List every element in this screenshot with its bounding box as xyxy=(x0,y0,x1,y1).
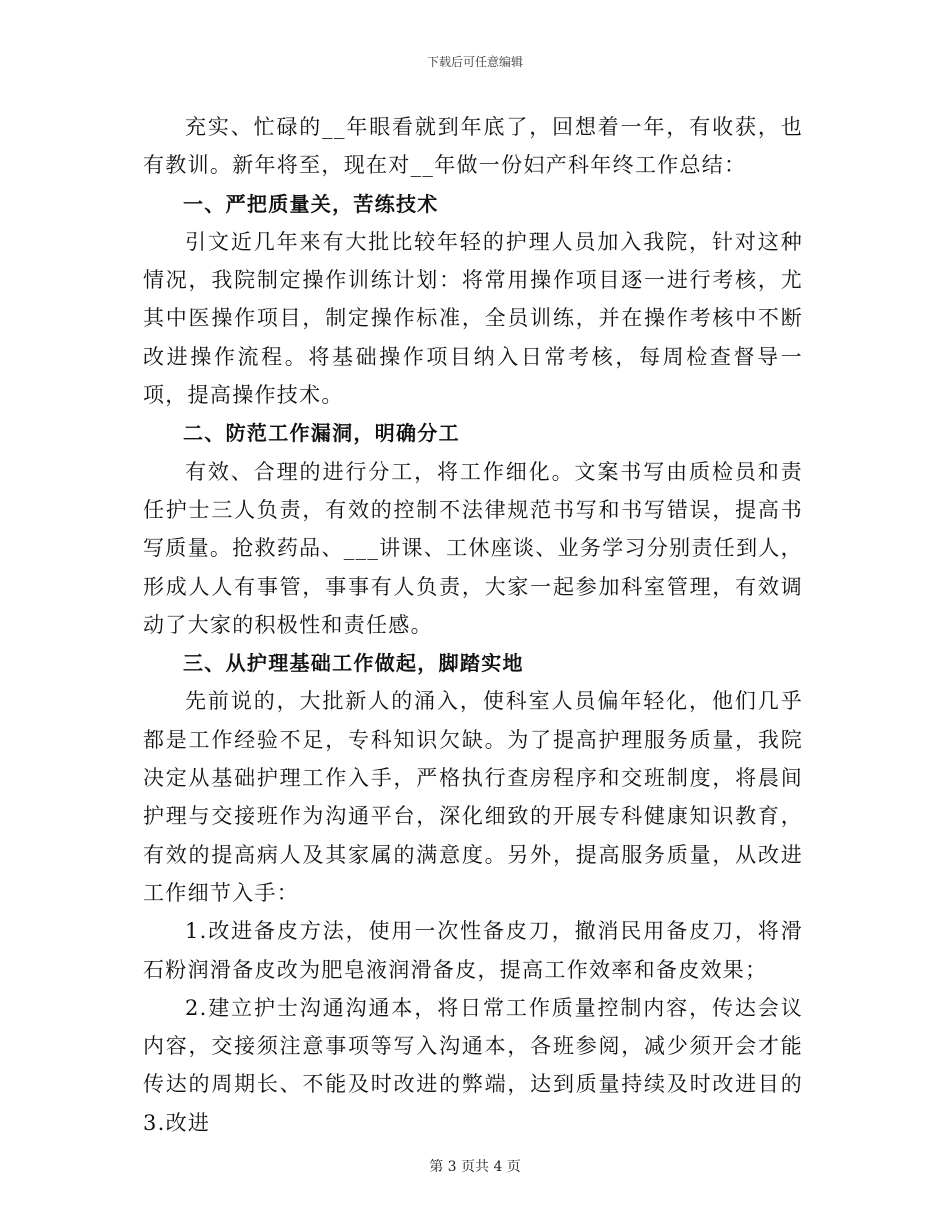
section-2-paragraph: 有效、合理的进行分工，将工作细化。文案书写由质检员和责任护士三人负责，有效的控制不法律规范书写和书写错误，提高书写质量。抢救药品、___讲课、工休座谈、业务学习分别责任到人，形成人人有事管，事事有人负责，大家一起参加科室管理，有效调动了大家的积极性和责任感。 xyxy=(143,459,803,637)
section-1-heading: 一、严把质量关，苦练技术 xyxy=(183,191,439,216)
section-3-heading: 三、从护理基础工作做起，脚踏实地 xyxy=(183,651,524,676)
list-item-1: 1.改进备皮方法，使用一次性备皮刀，撤消民用备皮刀，将滑石粉润滑备皮改为肥皂液润滑备皮，提高工作效率和备皮效果； xyxy=(143,919,803,982)
section-1-paragraph: 引文近几年来有大批比较年轻的护理人员加入我院，针对这种情况，我院制定操作训练计划：将常用操作项目逐一进行考核，尤其中医操作项目，制定操作标准，全员训练，并在操作考核中不断改进操作流程。将基础操作项目纳入日常考核，每周检查督导一项，提高操作技术。 xyxy=(143,229,803,408)
section-2-heading: 二、防范工作漏洞，明确分工 xyxy=(183,421,460,446)
list-item-2: 2.建立护士沟通沟通本，将日常工作质量控制内容，传达会议内容，交接须注意事项等写入沟通本，各班参阅，减少须开会才能传达的周期长、不能及时改进的弊端，达到质量持续及时改进目的3.改进 xyxy=(143,995,803,1135)
intro-paragraph: 充实、忙碌的__年眼看就到年底了，回想着一年，有收获，也有教训。新年将至，现在对__年做一份妇产科年终工作总结： xyxy=(143,115,803,178)
document-body xyxy=(143,108,803,1142)
page-header: 下载后可任意编辑 xyxy=(426,55,523,69)
page-footer: 第 3 页共 4 页 xyxy=(429,1159,521,1175)
section-3-paragraph: 先前说的，大批新人的涌入，使科室人员偏年轻化，他们几乎都是工作经验不足，专科知识欠缺。为了提高护理服务质量，我院决定从基础护理工作入手，严格执行查房程序和交班制度，将晨间护理与交接班作为沟通平台，深化细致的开展专科健康知识教育，有效的提高病人及其家属的满意度。另外，提高服务质量，从改进工作细节入手： xyxy=(143,689,803,905)
